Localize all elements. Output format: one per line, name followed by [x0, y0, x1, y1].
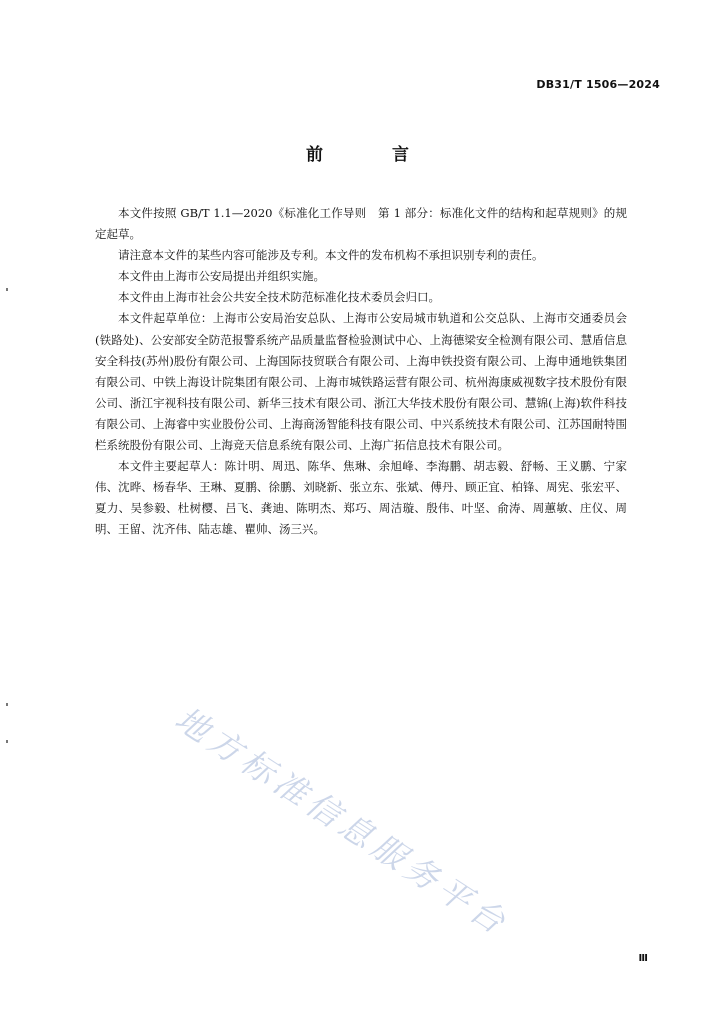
paragraph-proposer: 本文件由上海市公安局提出并组织实施。 [118, 269, 325, 284]
page-title: 前 言 [306, 145, 435, 165]
page-number: Ⅲ [638, 953, 648, 964]
paragraph-committee: 本文件由上海市社会公共安全技术防范标准化技术委员会归口。 [118, 290, 440, 305]
paragraph-drafting-rules: 本文件按照 GB/T 1.1—2020《标准化工作导则 第 1 部分：标准化文件的结构和起草规则》的规定起草。 [95, 206, 627, 242]
scan-mark [6, 288, 8, 291]
paragraph-drafters: 本文件主要起草人：陈计明、周迅、陈华、焦琳、余旭峰、李海鹏、胡志毅、舒畅、王义鹏、宁家伟、沈晔、杨春华、王琳、夏鹏、徐鹏、刘晓新、张立东、张斌、傅丹、顾正宜、柏锋、周宪、张宏平、夏力、吴参毅、杜树樱、吕飞、龚迪、陈明杰、郑巧、周洁璇、殷伟、叶坚、俞涛、周蕙敏、庄仪、周明、王留、沈齐伟、陆志雄、瞿帅、汤三兴。 [95, 459, 627, 537]
watermark: 地方标准信息服务平台 [168, 698, 517, 944]
foreword-body [95, 203, 627, 541]
paragraph-patent-notice: 请注意本文件的某些内容可能涉及专利。本文件的发布机构不承担识别专利的责任。 [118, 248, 544, 263]
scan-mark [6, 740, 8, 743]
standard-code: DB31/T 1506—2024 [536, 78, 660, 91]
scan-mark [6, 703, 8, 706]
paragraph-drafting-units: 本文件起草单位：上海市公安局治安总队、上海市公安局城市轨道和公交总队、上海市交通委员会(铁路处)、公安部安全防范报警系统产品质量监督检验测试中心、上海德梁安全检测有限公司、慧盾信息安全科技(苏州)股份有限公司、上海国际技贸联合有限公司、上海申铁投资有限公司、上海申通地铁集团有限公司、中铁上海设计院集团有限公司、上海市城铁路运营有限公司、杭州海康威视数字技术股份有限公司、浙江宇视科技有限公司、新华三技术有限公司、浙江大华技术股份有限公司、慧锦(上海)软件科技有限公司、上海睿中实业股份公司、上海商汤智能科技有限公司、中兴系统技术有限公司、江苏国耐特围栏系统股份有限公司、上海竞天信息系统有限公司、上海广拓信息技术有限公司。 [95, 311, 627, 453]
